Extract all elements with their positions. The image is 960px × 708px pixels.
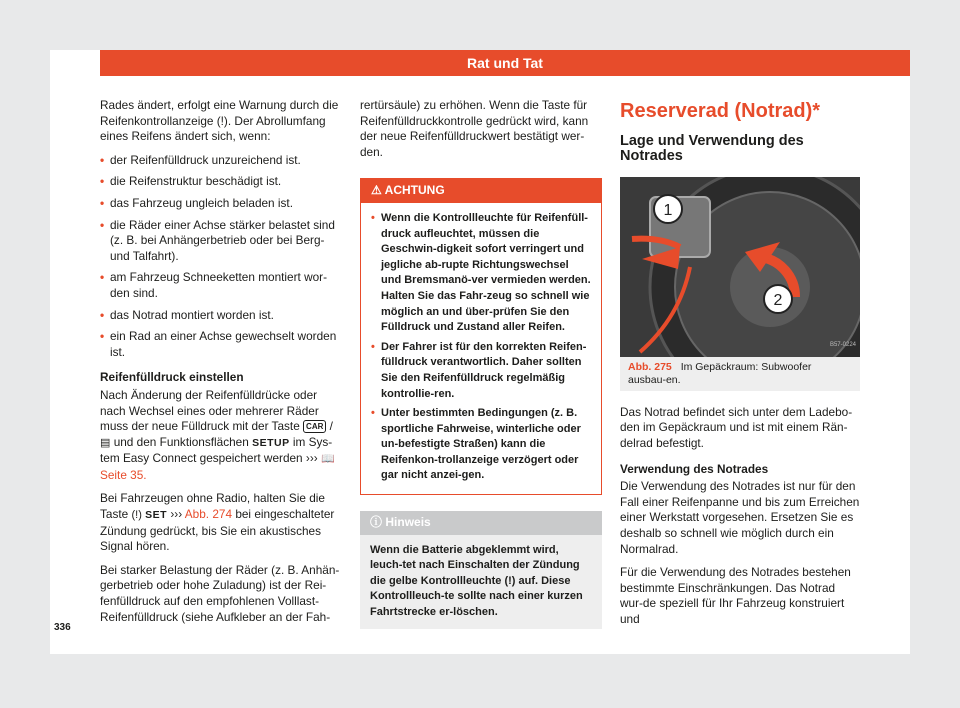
figure-code: B57-0224	[829, 342, 856, 349]
caption-label: Abb. 275	[628, 360, 672, 373]
text: Nach Änderung der Reifenfülldrücke oder nach Wechsel eines oder mehrerer Räder muss der neue Fülldruck mit der Taste	[100, 387, 319, 434]
column-1	[100, 98, 342, 633]
note-body: Wenn die Batterie abgeklemmt wird, leuch-tet nach Einschalten der Zündung die gelbe Kontrollleuchte (!) auf. Diese Kontrollleuch-te sollte nach einer kurzen Fahrtstrecke er-löschen.	[360, 535, 602, 629]
figure-reference-link[interactable]: Abb. 274	[184, 507, 233, 522]
figure-caption	[620, 357, 860, 391]
setup-label: SETUP	[252, 436, 290, 449]
text: im Sys-tem Easy Connect gespeichert werden	[100, 434, 333, 466]
list-item: • das Fahrzeug ungleich beladen ist.	[100, 196, 342, 212]
warning-title: ACHTUNG	[384, 183, 445, 198]
intro-paragraph: Rades ändert, erfolgt eine Warnung durch die Reifenkontrollanzeige (!). Der Abrollumfang eines Reifens ändert sich, wenn:	[100, 98, 339, 144]
section-title: Reserverad (Notrad)*	[620, 100, 821, 122]
text: Bei Fahrzeugen ohne Radio, halten Sie die Taste	[100, 491, 325, 522]
restriction-paragraph: Für die Verwendung des Notrades bestehen bestimmte Einschränkungen. Das Notrad wur-de speziell für Ihr Fahrzeug konstruiert und	[620, 565, 851, 626]
menu-icon: ▤	[100, 436, 111, 449]
column-3	[620, 98, 860, 636]
car-button-icon: CAR	[303, 420, 326, 433]
note-header	[360, 511, 602, 535]
info-icon: ⓘ	[370, 515, 383, 530]
warning-triangle-icon: ⚠	[371, 183, 382, 198]
list-item: • Wenn die Kontrollleuchte für Reifenfüll-druck aufleuchtet, müssen die Geschwin-digkeit sofort verringert und jegliche ab-rupte Richtungswechsel und Bremsmanö-ver vermieden werden. Halten Sie das Fahr-zeug so schnell wie möglich an und über-prüfen Sie den Fülldruck und Zustand aller Reifen.	[371, 211, 591, 336]
caption-text: Im Gepäckraum: Subwoofer ausbau-en.	[628, 360, 812, 386]
location-paragraph: Das Notrad befindet sich unter dem Ladebo-den im Gepäckraum und ist mit einem Rän-delrad befestigt.	[620, 404, 853, 450]
list-item: • die Reifenstruktur beschädigt ist.	[100, 174, 342, 190]
bullet-list	[100, 153, 342, 361]
section-subtitle: Lage und Verwendung des Notrades	[620, 132, 804, 165]
text: /	[329, 419, 333, 434]
reference-arrows: ›››	[305, 451, 318, 466]
usage-paragraph: Die Verwendung des Notrades ist nur für den Fall einer Reifenpanne und bis zum Erreichen einer Werkstatt vorgesehen. Ersetzen Sie es deshalb so schnell wie möglich durch ein Normalrad.	[620, 479, 860, 556]
list-item: • Der Fahrer ist für den korrekten Reifen-fülldruck verantwortlich. Daher sollten Sie den Reifenfülldruck regelmäßig kontrollie-ren.	[371, 340, 591, 402]
text: und den Funktionsflächen	[113, 434, 249, 449]
list-item: • das Notrad montiert worden ist.	[100, 308, 342, 324]
page-number: 336	[54, 622, 71, 633]
column-2	[360, 98, 602, 629]
book-icon: 📖	[320, 453, 335, 466]
page-header: Rat und Tat	[100, 50, 910, 76]
section-subheading: Reifenfülldruck einstellen	[100, 370, 244, 385]
set-label: SET	[145, 509, 168, 522]
page-reference-link[interactable]: Seite 35.	[100, 467, 147, 482]
list-item: • die Räder einer Achse stärker belastet sind (z. B. bei Anhängerbetrieb oder bei Berg- und Talfahrt).	[100, 218, 342, 265]
instruction-paragraph	[100, 388, 342, 484]
instruction-paragraph	[100, 491, 342, 554]
list-item: • ein Rad an einer Achse gewechselt worden ist.	[100, 329, 342, 360]
manual-page	[50, 50, 910, 654]
note-title: Hinweis	[385, 515, 431, 530]
warning-header	[361, 179, 601, 203]
warning-body	[361, 203, 601, 494]
list-item: • der Reifenfülldruck unzureichend ist.	[100, 153, 342, 169]
note-box	[360, 511, 602, 629]
list-item: • am Fahrzeug Schneeketten montiert wor-den sind.	[100, 270, 342, 301]
figure-illustration	[620, 177, 860, 357]
continued-paragraph: rertürsäule) zu erhöhen. Wenn die Taste für Reifenfülldruckkontrolle gedrückt wird, kann der neue Reifenfülldruckwert bestätigt wer-den.	[360, 98, 589, 159]
load-paragraph: Bei starker Belastung der Räder (z. B. Anhän-gerbetrieb oder hohe Zuladung) ist der Rei-fenfülldruck auf den empfohlenen Volllast-Reifenfülldruck (siehe Aufkleber an der Fah-	[100, 562, 340, 624]
tire-warning-icon: (!)	[131, 509, 142, 522]
list-item: • Unter bestimmten Bedingungen (z. B. sportliche Fahrweise, winterliche oder un-befestigte Straßen) kann die Reifenkon-trollanzeige verzögert oder gar nicht anzei-gen.	[371, 406, 591, 484]
subwoofer-figure	[620, 177, 860, 357]
warning-box	[360, 178, 602, 495]
section-subheading: Verwendung des Notrades	[620, 461, 769, 476]
callout-2: 2	[773, 291, 783, 309]
callout-1: 1	[663, 201, 673, 219]
text: bei eingeschalteter Zündung gedrückt, bis Sie ein akustisches Signal hören.	[100, 507, 335, 554]
reference-arrows: ›››	[170, 507, 183, 522]
